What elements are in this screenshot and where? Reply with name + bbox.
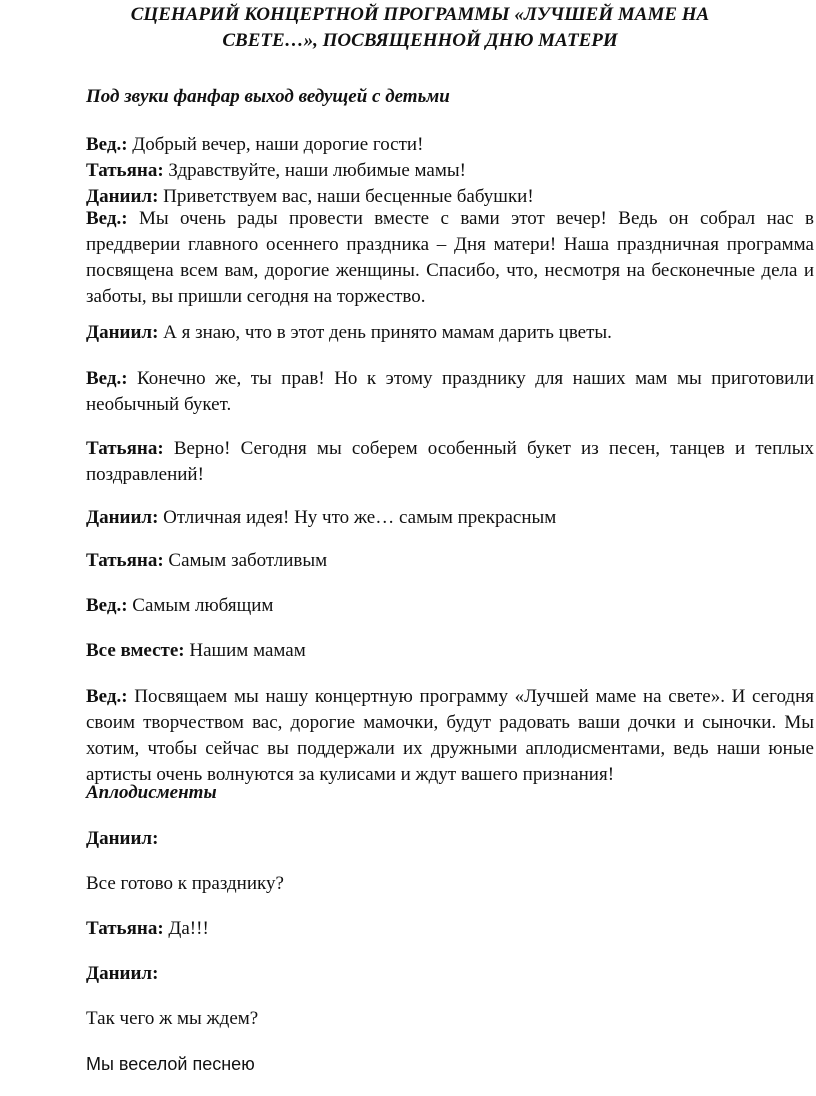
speaker-daniil-waiting: Даниил:	[86, 963, 159, 984]
document-title-line1: СЦЕНАРИЙ КОНЦЕРТНОЙ ПРОГРАММЫ «ЛУЧШЕЙ МАМЕ НА	[130, 4, 710, 25]
document-title-line2: СВЕТЕ…», ПОСВЯЩЕННОЙ ДНЮ МАТЕРИ	[222, 30, 618, 51]
replica-text: Посвящаем мы нашу концертную программу «Лучшей маме на свете». И сегодня своим творчеством вас, дорогие мамочки, будут радовать ваши дочки и сыночки. Мы хотим, чтобы сейчас вы поддержали их дружными аплодисментами, ведь наши юные артисты очень волнуются за кулисами и ждут вашего признания!	[86, 686, 814, 785]
speaker-name: Татьяна:	[86, 550, 164, 571]
replica-text: А я знаю, что в этот день принято мамам дарить цветы.	[158, 322, 612, 343]
replica-tatyana-yes	[86, 916, 816, 942]
speaker-name: Даниил:	[86, 186, 159, 207]
replica-text-waiting: Так чего ж мы ждем?	[86, 1008, 259, 1029]
replica-text: Самым любящим	[127, 595, 274, 616]
speaker-name: Даниил:	[86, 507, 159, 528]
speaker-name: Вед.:	[86, 368, 128, 389]
replica-all-together	[86, 638, 816, 664]
stage-direction-intro: Под звуки фанфар выход ведущей с детьми	[86, 86, 450, 107]
speaker-name: Вед.:	[86, 134, 128, 155]
speaker-name: Вед.:	[86, 208, 128, 229]
replica-text: Верно! Сегодня мы соберем особенный букет из песен, танцев и теплых поздравлений!	[86, 438, 814, 485]
replica-text-ready: Все готово к празднику?	[86, 873, 284, 894]
replica-tatyana-greeting	[86, 158, 816, 184]
replica-host-loving	[86, 593, 816, 619]
speaker-name: Татьяна:	[86, 160, 164, 181]
replica-host-greeting	[86, 132, 816, 158]
replica-tatyana-bouquet	[86, 436, 814, 488]
replica-text: Да!!!	[163, 918, 209, 939]
speaker-daniil-ready: Даниил:	[86, 828, 159, 849]
replica-text: Добрый вечер, наши дорогие гости!	[127, 134, 424, 155]
replica-text: Конечно же, ты прав! Но к этому празднику для наших мам мы приготовили необычный букет.	[86, 368, 814, 415]
speaker-name: Вед.:	[86, 595, 128, 616]
replica-daniil-idea	[86, 505, 816, 531]
stage-direction-applause: Аплодисменты	[86, 782, 217, 803]
speaker-name: Татьяна:	[86, 438, 164, 459]
song-line: Мы веселой песнею	[86, 1054, 255, 1074]
replica-tatyana-caring	[86, 548, 816, 574]
replica-text: Здравствуйте, наши любимые мамы!	[163, 160, 466, 181]
replica-text: Самым заботливым	[163, 550, 328, 571]
replica-host-welcome	[86, 206, 814, 310]
replica-text: Отличная идея! Ну что же… самым прекрасным	[158, 507, 557, 528]
speaker-name: Вед.:	[86, 686, 128, 707]
replica-text: Приветствуем вас, наши бесценные бабушки!	[158, 186, 534, 207]
replica-text: Мы очень рады провести вместе с вами этот вечер! Ведь он собрал нас в преддверии главного осеннего праздника – Дня матери! Наша праздничная программа посвящена всем вам, дорогие женщины. Спасибо, что, несмотря на бесконечные дела и заботы, вы пришли сегодня на торжество.	[86, 208, 814, 307]
speaker-name: Все вместе:	[86, 640, 185, 661]
speaker-name: Татьяна:	[86, 918, 164, 939]
replica-host-bouquet	[86, 366, 814, 418]
replica-host-dedication	[86, 684, 814, 788]
speaker-name: Даниил:	[86, 322, 159, 343]
replica-text: Нашим мамам	[184, 640, 306, 661]
replica-daniil-flowers	[86, 320, 816, 346]
